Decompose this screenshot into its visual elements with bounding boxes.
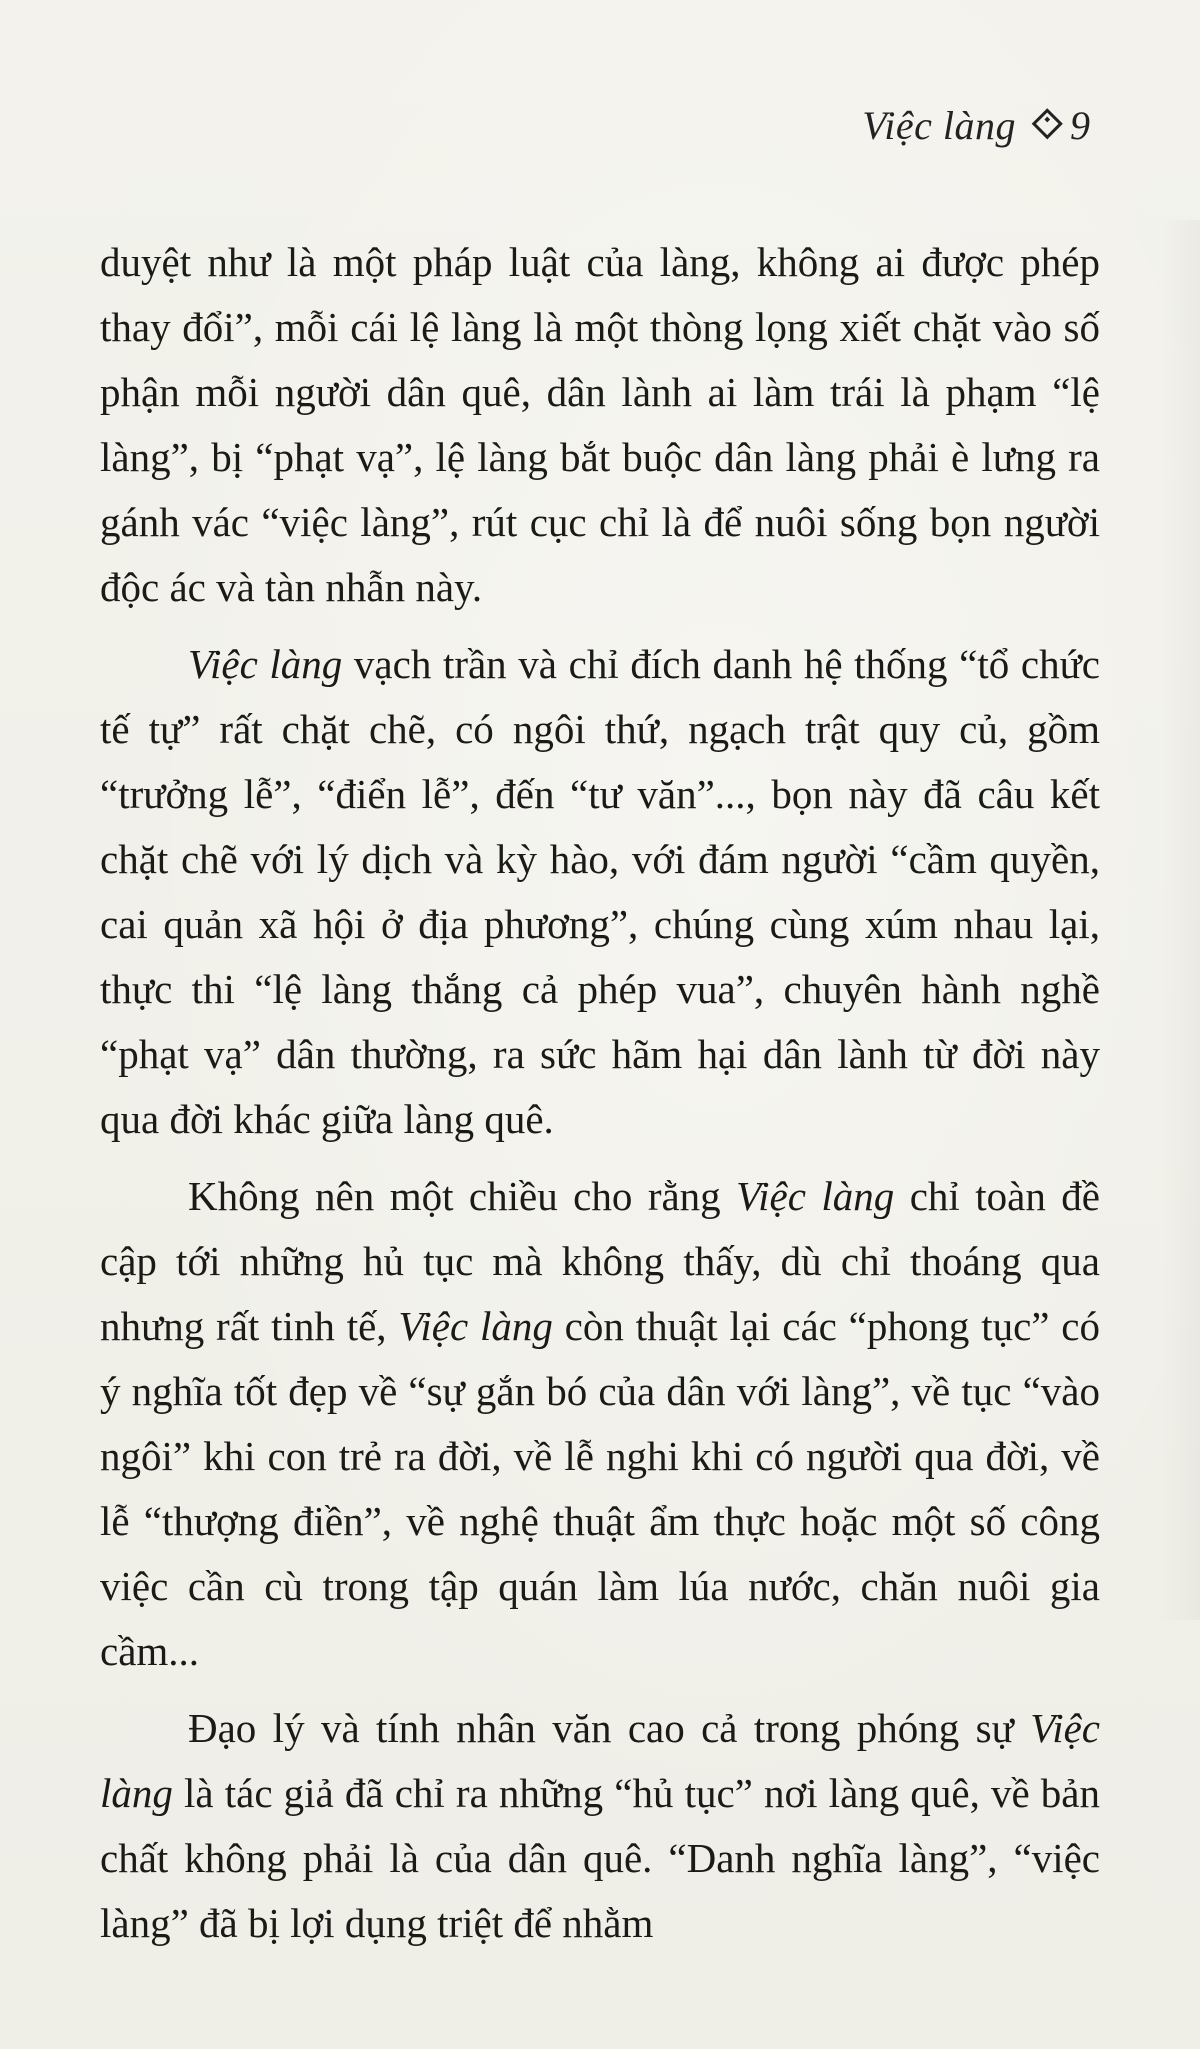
italic-title-text: Việc làng xyxy=(736,1173,895,1219)
paragraph-text: Đạo lý và tính nhân văn cao cả trong phóng sự xyxy=(188,1705,1031,1751)
paragraph-text: còn thuật lại các “phong tục” có ý nghĩa tốt đẹp về “sự gắn bó của dân với làng”, về tục “vào ngôi” khi con trẻ ra đời, về lễ nghi khi có người qua đời, về lễ “thượng điền”, về nghệ thuật ẩm thực hoặc một số công việc cần cù trong tập quán làm lúa nước, chăn nuôi gia cầm... xyxy=(100,1303,1100,1674)
paragraph-text: chỉ toàn đề cập tới những hủ tục mà không thấy, dù chỉ thoáng qua nhưng rất tinh tế, xyxy=(100,1173,1100,1349)
paragraph-text: vạch trần và chỉ đích danh hệ thống “tổ chức tế tự” rất chặt chẽ, có ngôi thứ, ngạch trật quy củ, gồm “trưởng lễ”, “điển lễ”, đến “tư văn”..., bọn này đã câu kết chặt chẽ với lý dịch và kỳ hào, với đám người “cầm quyền, cai quản xã hội ở địa phương”, chúng cùng xúm nhau lại, thực thi “lệ làng thắng cả phép vua”, chuyên hành nghề “phạt vạ” dân thường, ra sức hãm hại dân lành từ đời này qua đời khác giữa làng quê. xyxy=(100,641,1100,1142)
paragraph-p4 xyxy=(100,1696,1100,1956)
paragraph-p3 xyxy=(100,1164,1100,1684)
page-number: 9 xyxy=(1070,103,1090,148)
italic-title-text: Việc làng xyxy=(188,641,343,687)
italic-title-text: Việc làng xyxy=(398,1303,553,1349)
paragraph-text: Không nên một chiều cho rằng xyxy=(188,1173,737,1219)
italic-title-text: Việc làng xyxy=(100,1705,1100,1816)
running-header xyxy=(862,102,1090,149)
paragraph-p1 xyxy=(100,230,1100,620)
paragraph-text: duyệt như là một pháp luật của làng, không ai được phép thay đổi”, mỗi cái lệ làng là một thòng lọng xiết chặt vào số phận mỗi người dân quê, dân lành ai làm trái là phạm “lệ làng”, bị “phạt vạ”, lệ làng bắt buộc dân làng phải è lưng ra gánh vác “việc làng”, rút cục chỉ là để nuôi sống bọn người độc ác và tàn nhẫn này. xyxy=(100,239,1100,610)
page-bleed-shadow xyxy=(1160,220,1200,1620)
body-text xyxy=(100,230,1100,1968)
running-header-title: Việc làng xyxy=(862,103,1016,148)
paragraph-p2 xyxy=(100,632,1100,1152)
paragraph-text: là tác giả đã chỉ ra những “hủ tục” nơi làng quê, về bản chất không phải là của dân quê. “Danh nghĩa làng”, “việc làng” đã bị lợi dụng triệt để nhằm xyxy=(100,1770,1100,1946)
diamond-ornament-icon xyxy=(1032,108,1063,139)
